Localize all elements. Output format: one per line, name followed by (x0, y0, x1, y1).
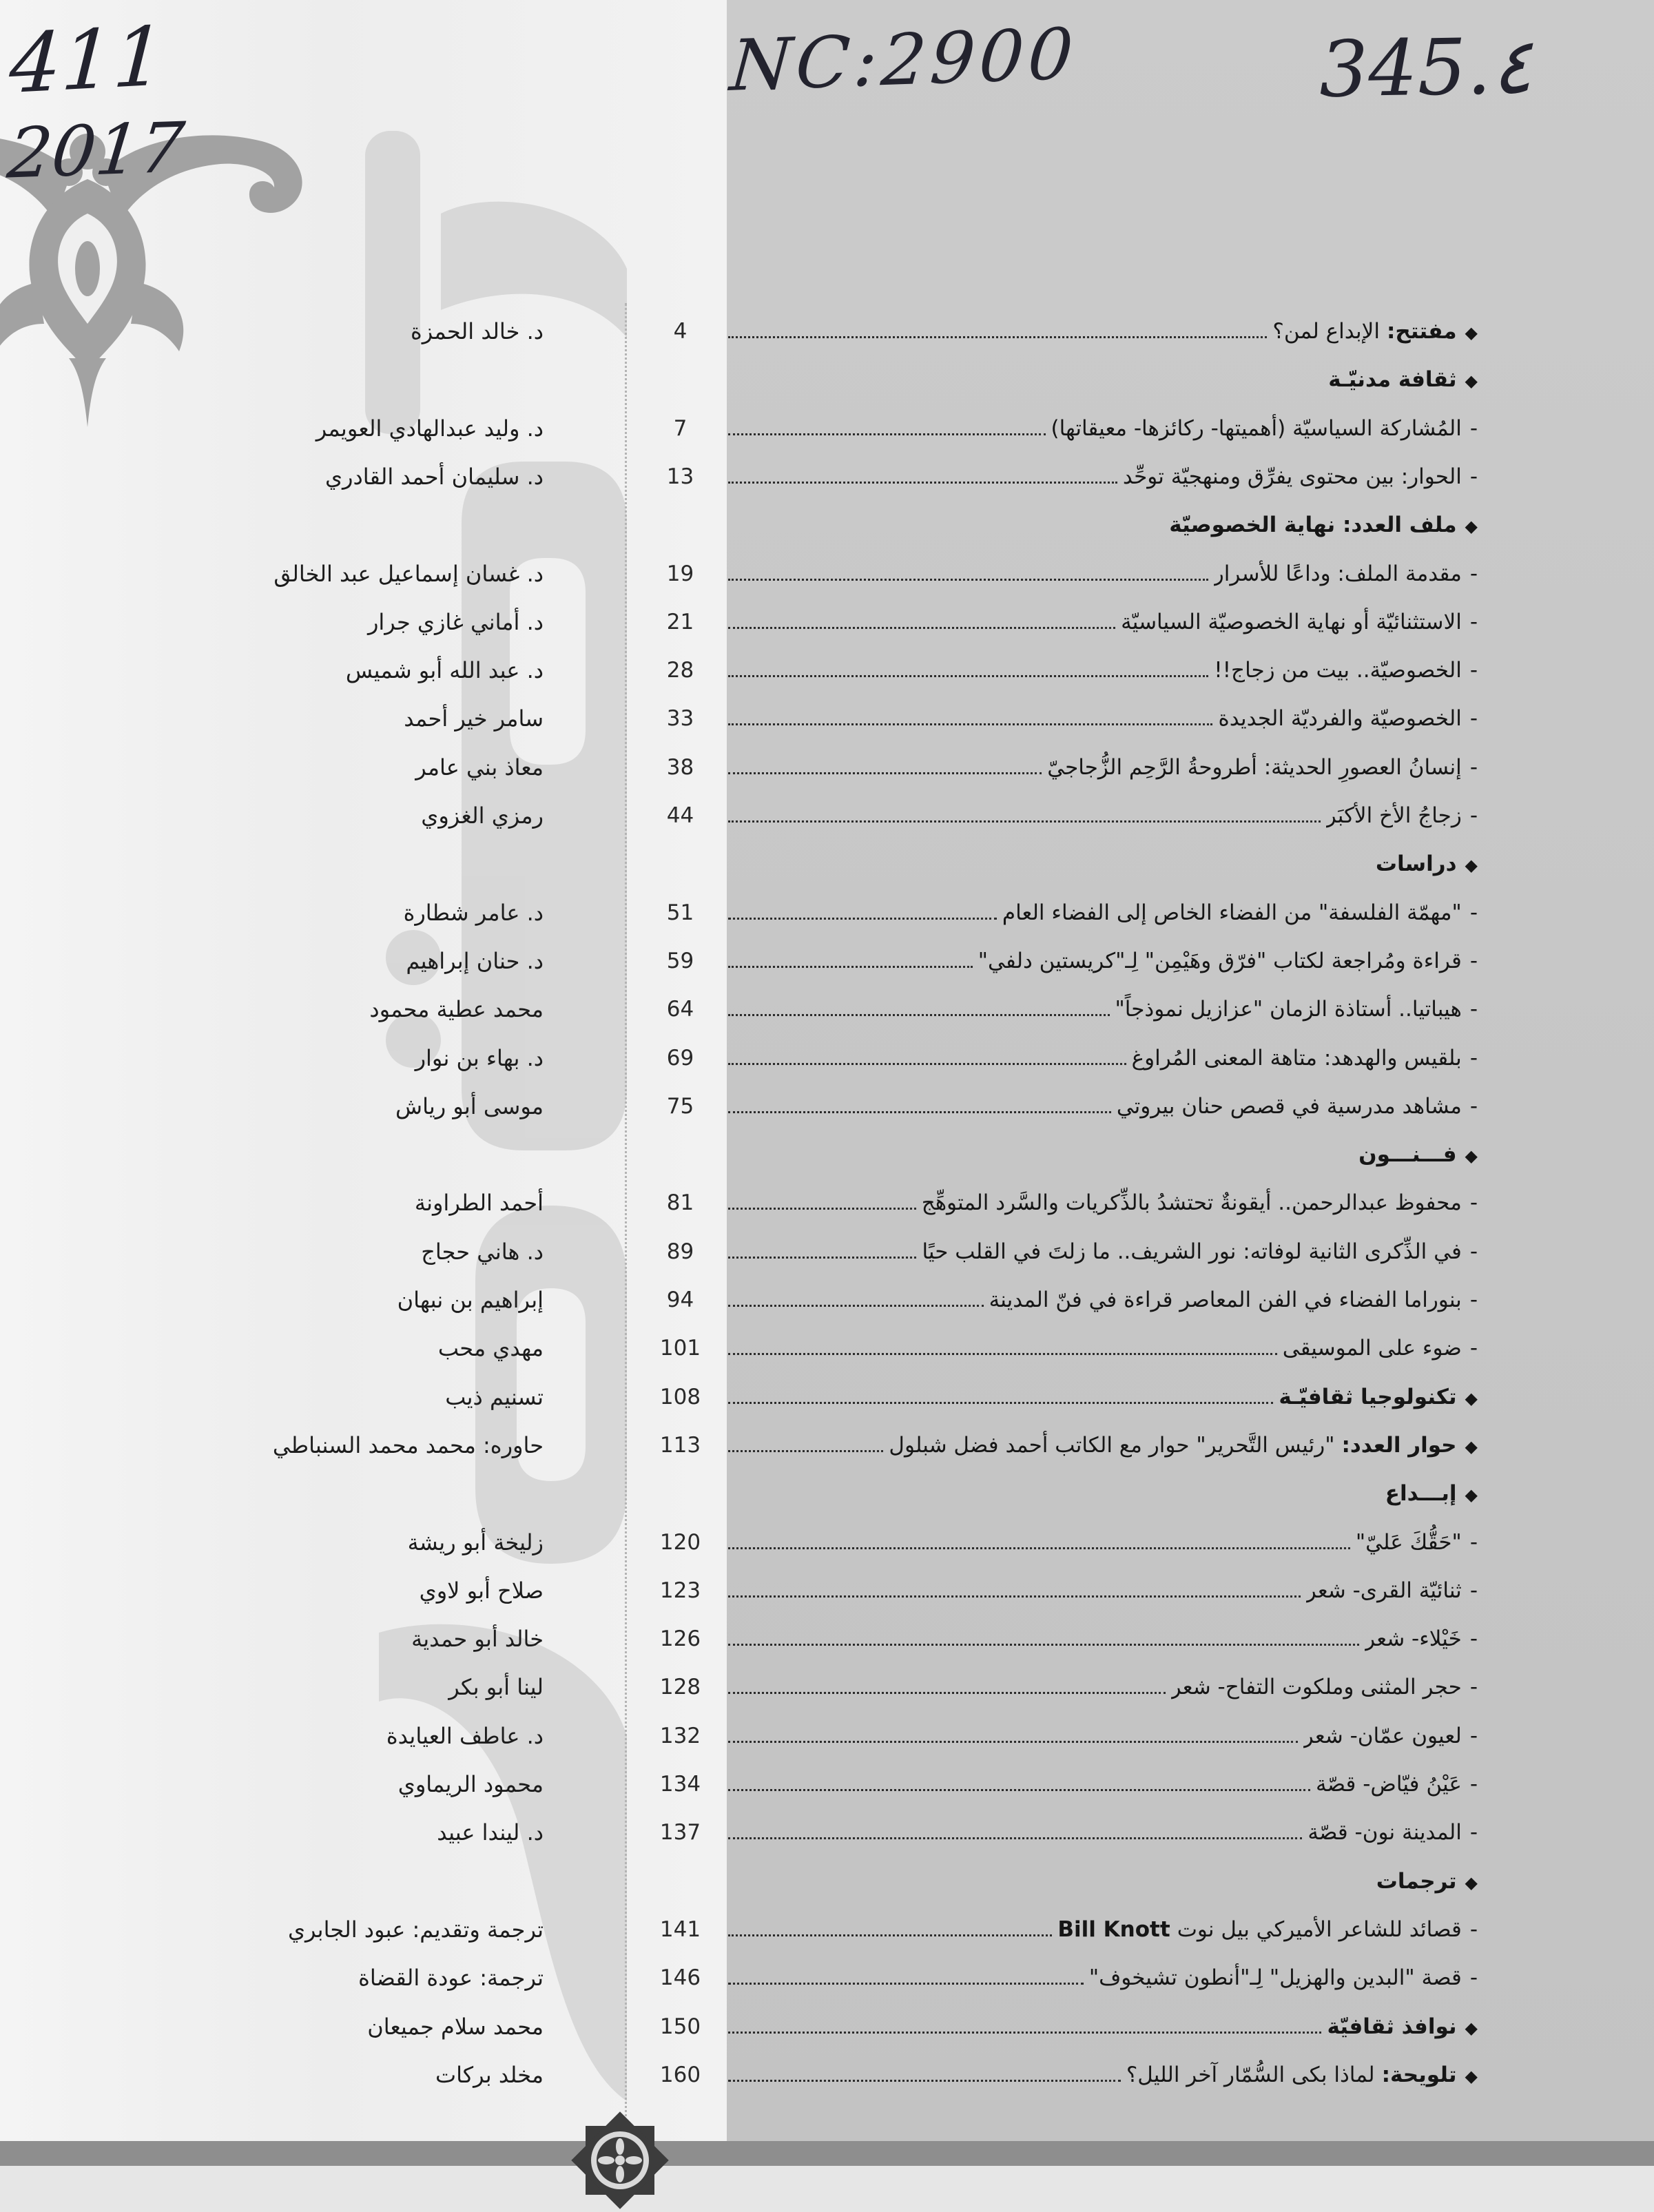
dotted-leader (728, 1014, 1110, 1016)
dash-marker: - (1469, 1965, 1478, 1991)
dotted-leader (728, 1789, 1310, 1791)
diamond-bullet-icon: ◆ (1465, 2018, 1478, 2038)
section-label: دراسات (1375, 851, 1457, 877)
diamond-bullet-icon: ◆ (1465, 2066, 1478, 2086)
toc-article-entry (0, 694, 1654, 743)
author-name: زليخة أبو ريشة (407, 1529, 544, 1555)
entry-title-cell (728, 1663, 1478, 1711)
author-name: د. أماني غازي جرار (367, 608, 544, 635)
page-number: 120 (659, 1529, 701, 1555)
entry-title-text: محفوظ عبدالرحمن.. أيقونةٌ تحتشدُ بالذِّكريات والسَّرد المتوهِّج (921, 1190, 1462, 1216)
entry-title-cell (728, 1034, 1478, 1082)
toc-section-entry (0, 1469, 1654, 1518)
entry-title-text: قصائد للشاعر الأميركي بيل نوت (1177, 1916, 1462, 1942)
entry-title-text: الإبداع لمن؟ (1272, 319, 1380, 344)
toc-article-entry (0, 1567, 1654, 1615)
bottom-margin (0, 2166, 1654, 2212)
entry-title-text: إنسانُ العصورِ الحديثة: أطروحةُ الرَّحِم الزُّجاجيّ (1047, 754, 1462, 780)
dash-marker: - (1469, 706, 1478, 732)
page-number: 146 (659, 1965, 701, 1991)
author-name: محمود الريماوي (397, 1771, 544, 1797)
dash-marker: - (1469, 754, 1478, 780)
page-number: 94 (666, 1288, 694, 1312)
author-name: موسى أبو رياش (395, 1093, 544, 1119)
diamond-bullet-icon: ◆ (1465, 371, 1478, 391)
dash-marker: - (1469, 464, 1478, 489)
dash-marker: - (1469, 1239, 1478, 1264)
toc-article-entry (0, 792, 1654, 840)
dash-marker: - (1469, 1288, 1478, 1312)
dash-marker: - (1469, 1190, 1478, 1216)
page-number: 69 (666, 1045, 694, 1071)
toc-article-entry (0, 453, 1654, 501)
toc-article-entry (0, 550, 1654, 598)
entry-title-cell (728, 453, 1478, 501)
page-number: 141 (659, 1916, 701, 1942)
author-name: خالد أبو حمدية (411, 1626, 544, 1653)
entry-title-text: لعيون عمّان- شعر (1303, 1723, 1462, 1748)
dotted-leader (728, 1208, 916, 1210)
author-name: تسنيم ذيب (445, 1383, 544, 1410)
author-name: د. خالد الحمزة (410, 318, 544, 344)
page-number: 101 (659, 1336, 701, 1361)
dash-marker: - (1469, 1675, 1478, 1700)
author-name: ترجمة وتقديم: عبود الجابري (287, 1916, 544, 1943)
entry-title-cell (728, 1808, 1478, 1857)
dash-marker: - (1469, 1820, 1478, 1846)
diamond-bullet-icon: ◆ (1465, 856, 1478, 876)
entry-title-cell (728, 1712, 1478, 1760)
page-number: 137 (659, 1820, 701, 1846)
dash-marker: - (1469, 1045, 1478, 1071)
author-name: حاوره: محمد محمد السنباطي (272, 1431, 544, 1458)
author-name: د. ليندا عبيد (437, 1819, 544, 1846)
dotted-leader (728, 1305, 984, 1307)
diamond-bullet-icon: ◆ (1465, 323, 1478, 342)
entry-title-cell (728, 1905, 1478, 1954)
toc-article-entry (0, 985, 1654, 1033)
dash-marker: - (1469, 900, 1478, 925)
author-name: مهدي محب (437, 1335, 544, 1362)
handwritten-call-code: NC:2900 (727, 13, 1080, 107)
entry-title-text: قصة "البدين والهزيل" لِـ"أنطون تشيخوف" (1088, 1965, 1462, 1991)
dash-marker: - (1469, 561, 1478, 586)
rosette-ornament (565, 2107, 675, 2212)
toc-section-entry (0, 307, 1654, 355)
entry-title-text: ضوء على الموسيقى (1282, 1336, 1462, 1361)
dotted-leader (728, 1595, 1301, 1598)
author-name: د. غسان إسماعيل عبد الخالق (273, 560, 544, 587)
entry-title-cell (728, 1228, 1478, 1276)
dotted-leader (728, 1402, 1273, 1404)
entry-title-cell (728, 1373, 1478, 1421)
entry-title-cell (728, 792, 1478, 840)
toc-article-entry (0, 1324, 1654, 1372)
toc-article-entry (0, 1034, 1654, 1082)
dotted-leader (728, 772, 1042, 774)
dotted-leader (728, 1063, 1126, 1065)
page-number: 113 (659, 1432, 701, 1458)
author-name: محمد عطية محمود (369, 996, 544, 1023)
toc-article-entry (0, 646, 1654, 694)
toc-article-entry (0, 743, 1654, 792)
dash-marker: - (1469, 1916, 1478, 1942)
entry-title-cell (728, 2003, 1478, 2051)
entry-title-cell (728, 1179, 1478, 1227)
entry-title-text: "حَقُّكَ عَليّ" (1355, 1529, 1462, 1555)
entry-title-cell (728, 1954, 1478, 2002)
entry-title-cell (728, 1276, 1478, 1324)
entry-title-cell (728, 2051, 1478, 2099)
toc-article-entry (0, 1712, 1654, 1760)
author-name: د. وليد عبدالهادي العويمر (316, 415, 544, 442)
dotted-leader (728, 2032, 1321, 2034)
dash-marker: - (1469, 1529, 1478, 1555)
dotted-leader (728, 433, 1046, 435)
dash-marker: - (1469, 948, 1478, 973)
author-name: د. عاطف العيايدة (386, 1722, 544, 1749)
dash-marker: - (1469, 1626, 1478, 1652)
entry-title-cell (728, 355, 1478, 404)
dotted-leader (728, 1257, 916, 1259)
entry-title-text: عَيْنُ فيّاض- قصّة (1316, 1772, 1462, 1797)
entry-title-text: حجر المثنى وملكوت التفاح- شعر (1170, 1675, 1462, 1700)
entry-title-text: المدينة نون- قصّة (1307, 1820, 1462, 1846)
entry-title-text: المُشاركة السياسيّة (أهميتها- ركائزها- معيقاتها) (1051, 415, 1462, 441)
page-number: 28 (666, 658, 694, 683)
entry-title-cell (728, 1421, 1478, 1469)
entry-title-cell (728, 1324, 1478, 1372)
section-label: نوافذ ثقافيّة (1327, 2014, 1457, 2039)
entry-title-cell (728, 550, 1478, 598)
dotted-leader (728, 1353, 1277, 1355)
entry-title-cell (728, 1469, 1478, 1518)
dotted-leader (728, 723, 1212, 725)
section-label: تلويحة: (1381, 2062, 1457, 2087)
toc-section-entry (0, 1373, 1654, 1421)
entry-title-cell (728, 1760, 1478, 1808)
toc-section-entry (0, 840, 1654, 888)
author-name: رمزي الغزوي (421, 803, 544, 829)
handwritten-class-number: 345.٤ (1318, 21, 1533, 115)
entry-title-cell (728, 1615, 1478, 1663)
page-number: 160 (659, 2062, 701, 2087)
entry-title-text: مقدمة الملف: وداعًا للأسرار (1213, 561, 1462, 586)
section-label: فـــنـــون (1358, 1142, 1457, 1168)
entry-title-text: "رئيس التَّحرير" حوار مع الكاتب أحمد فضل شبلول (889, 1432, 1335, 1458)
toc-article-entry (0, 1228, 1654, 1276)
author-name: صلاح أبو لاوي (419, 1577, 544, 1604)
author-name: أحمد الطراونة (414, 1190, 544, 1217)
dotted-leader (728, 579, 1208, 581)
page-number: 128 (659, 1675, 701, 1700)
entry-title-cell (728, 1082, 1478, 1130)
author-name: مخلد بركات (435, 2061, 544, 2088)
dash-marker: - (1469, 1578, 1478, 1603)
entry-title-text: الخصوصيّة.. بيت من زجاج!! (1214, 658, 1462, 683)
author-name: معاذ بني عامر (415, 754, 544, 781)
dash-marker: - (1469, 609, 1478, 634)
dash-marker: - (1469, 1336, 1478, 1361)
page-number: 64 (666, 997, 694, 1022)
entry-title-text: مشاهد مدرسية في قصص حنان بيروتي (1116, 1093, 1462, 1119)
dotted-leader (728, 482, 1117, 484)
toc-article-entry (0, 1518, 1654, 1567)
section-label: ترجمات (1376, 1868, 1457, 1894)
entry-title-cell (728, 1130, 1478, 1179)
dash-marker: - (1469, 1093, 1478, 1119)
page-number: 51 (666, 900, 694, 925)
entry-title-text: الخصوصيّة والفرديّة الجديدة (1218, 706, 1462, 732)
page-number: 132 (659, 1723, 701, 1748)
toc-article-entry (0, 937, 1654, 985)
section-label: تكنولوجيا ثقافيّـة (1279, 1384, 1457, 1409)
toc-article-entry (0, 889, 1654, 937)
entry-title-text: ثنائيّة القرى- شعر (1305, 1578, 1462, 1603)
entry-title-cell (728, 404, 1478, 453)
entry-title-text: هيباتيا.. أستاذة الزمان "عزازيل نموذجاً" (1115, 997, 1462, 1022)
entry-title-text: في الذِّكرى الثانية لوفاته: نور الشريف.. ما زلتَ في القلب حيًا (922, 1239, 1462, 1264)
page-number: 19 (666, 561, 694, 586)
dash-marker: - (1469, 803, 1478, 828)
section-label: حوار العدد: (1341, 1432, 1457, 1458)
dash-marker: - (1469, 1772, 1478, 1797)
diamond-bullet-icon: ◆ (1465, 1872, 1478, 1892)
entry-title-cell (728, 307, 1478, 355)
entry-title-cell (728, 1518, 1478, 1567)
author-name: د. حنان إبراهيم (406, 947, 544, 974)
section-label: مفتتح: (1386, 319, 1457, 344)
entry-title-cell (728, 840, 1478, 888)
entry-title-text: الحوار: بين محتوى يفرِّق ومنهجيّة توحِّد (1122, 464, 1462, 489)
entry-title-cell (728, 694, 1478, 743)
page-number: 89 (666, 1239, 694, 1264)
toc-article-entry (0, 1954, 1654, 2002)
toc-article-entry (0, 1179, 1654, 1227)
dash-marker: - (1469, 997, 1478, 1022)
toc-article-entry (0, 598, 1654, 646)
section-label: ملف العدد: نهاية الخصوصيّة (1169, 513, 1457, 538)
author-name: د. هاني حجاج (421, 1238, 544, 1265)
author-name: د. سليمان أحمد القادري (324, 463, 544, 490)
entry-title-cell (728, 889, 1478, 937)
dotted-leader (728, 820, 1321, 823)
dotted-leader (728, 918, 997, 920)
entry-title-cell (728, 937, 1478, 985)
diamond-bullet-icon: ◆ (1465, 1436, 1478, 1456)
page-number: 123 (659, 1578, 701, 1603)
toc-section-entry (0, 1857, 1654, 1905)
dotted-leader (728, 1547, 1350, 1549)
diamond-bullet-icon: ◆ (1465, 1485, 1478, 1505)
entry-title-cell (728, 1857, 1478, 1905)
toc-article-entry (0, 1082, 1654, 1130)
toc-article-entry (0, 1760, 1654, 1808)
page-number: 81 (666, 1190, 694, 1216)
page-number: 75 (666, 1093, 694, 1119)
toc-section-entry (0, 501, 1654, 549)
page-number: 4 (673, 319, 688, 344)
toc-section-entry (0, 1421, 1654, 1469)
entry-title-cell (728, 646, 1478, 694)
entry-title-cell (728, 501, 1478, 549)
handwritten-year: 2017 (3, 107, 188, 194)
entry-title-cell (728, 1567, 1478, 1615)
dotted-leader (728, 1644, 1359, 1646)
section-label: إبـــداع (1385, 1481, 1457, 1507)
toc-article-entry (0, 404, 1654, 453)
page-number: 38 (666, 754, 694, 780)
toc-section-entry (0, 2003, 1654, 2051)
dotted-leader (728, 1692, 1166, 1694)
dotted-leader (728, 1983, 1084, 1985)
toc-article-entry (0, 1663, 1654, 1711)
entry-title-text: خَيْلاء- شعر (1365, 1626, 1462, 1652)
entry-title-text: بلقيس والهدهد: متاهة المعنى المُراوغ (1131, 1045, 1462, 1071)
page-number: 134 (659, 1772, 701, 1797)
dash-marker: - (1469, 658, 1478, 683)
dotted-leader (728, 336, 1267, 338)
page-number: 7 (673, 415, 688, 441)
dotted-leader (728, 1741, 1298, 1743)
entry-title-text: لماذا بكى السُّمّار آخر الليل؟ (1126, 2062, 1375, 2087)
diamond-bullet-icon: ◆ (1465, 517, 1478, 537)
dash-marker: - (1469, 1723, 1478, 1748)
author-name: د. بهاء بن نوار (415, 1044, 544, 1071)
page-number: 150 (659, 2014, 701, 2039)
entry-title-cell (728, 743, 1478, 792)
dotted-leader (728, 1837, 1302, 1839)
page-number: 108 (659, 1384, 701, 1409)
bottom-band (0, 2141, 1654, 2166)
page-number: 44 (666, 803, 694, 828)
author-name: د. عبد الله أبو شميس (345, 657, 544, 684)
dotted-leader (728, 1934, 1052, 1936)
entry-title-cell (728, 985, 1478, 1033)
author-name: ترجمة: عودة القضاة (358, 1965, 544, 1992)
section-label: ثقافة مدنيّـة (1328, 367, 1457, 393)
dotted-leader (728, 1450, 883, 1452)
entry-title-text: قراءة ومُراجعة لكتاب "فرّق وهَيْمِن" لِـ"كريستين دلفي" (978, 948, 1462, 973)
dash-marker: - (1469, 415, 1478, 441)
toc-section-entry (0, 2051, 1654, 2099)
entry-title-text: "مهمّة الفلسفة" من الفضاء الخاص إلى الفضاء العام (1002, 900, 1462, 925)
entry-title-text: الاستثنائيّة أو نهاية الخصوصيّة السياسيّة (1121, 609, 1462, 634)
toc-article-entry (0, 1808, 1654, 1857)
diamond-bullet-icon: ◆ (1465, 1146, 1478, 1166)
author-name: د. عامر شطارة (403, 899, 544, 926)
dotted-leader (728, 2080, 1121, 2082)
handwritten-number: 411 (7, 8, 167, 112)
entry-title-latin: Bill Knott (1057, 1916, 1170, 1942)
toc-section-entry (0, 355, 1654, 404)
author-name: إبراهيم بن نبهان (397, 1287, 544, 1313)
dotted-leader (728, 627, 1115, 629)
toc-article-entry (0, 1905, 1654, 1954)
author-name: لينا أبو بكر (448, 1674, 544, 1701)
entry-title-text: زجاجُ الأخ الأكبَر (1325, 803, 1462, 828)
author-name: سامر خير أحمد (404, 705, 544, 732)
page-number: 21 (666, 609, 694, 634)
dotted-leader (728, 966, 973, 968)
page-number: 126 (659, 1626, 701, 1652)
page-number: 13 (666, 464, 694, 489)
entry-title-cell (728, 598, 1478, 646)
toc-article-entry (0, 1276, 1654, 1324)
dotted-leader (728, 1111, 1111, 1113)
page-number: 33 (666, 706, 694, 732)
toc-section-entry (0, 1130, 1654, 1179)
page-number: 59 (666, 948, 694, 973)
diamond-bullet-icon: ◆ (1465, 1388, 1478, 1408)
toc-article-entry (0, 1615, 1654, 1663)
entry-title-text: بنوراما الفضاء في الفن المعاصر قراءة في فنّ المدينة (989, 1288, 1462, 1312)
author-name: محمد سلام جميعان (367, 2013, 544, 2040)
dotted-leader (728, 675, 1208, 677)
